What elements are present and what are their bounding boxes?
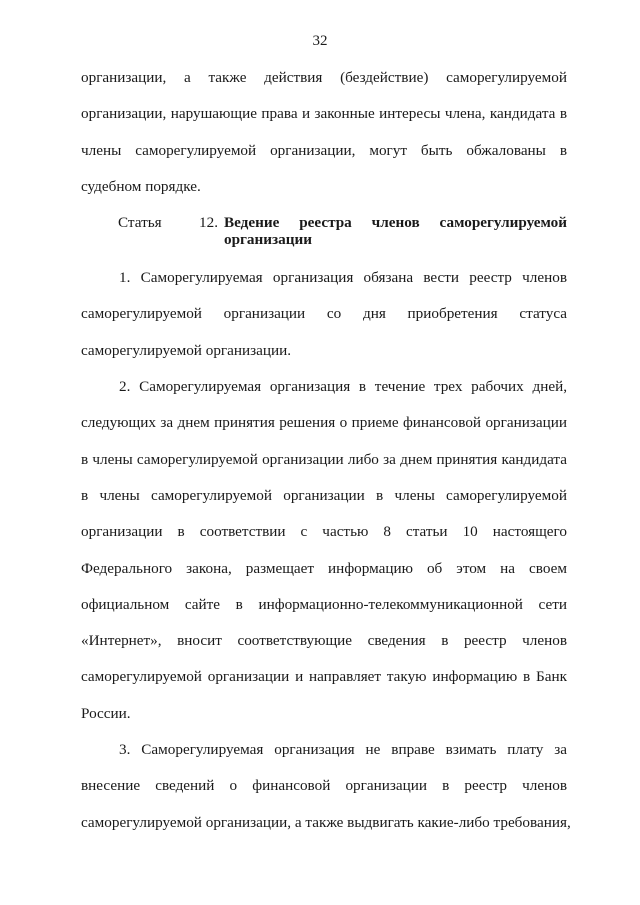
text-line: внесение сведений о финансовой организации в реестр членов — [81, 777, 567, 795]
text-line: «Интернет», вносит соответствующие сведения в реестр членов — [81, 632, 567, 650]
article-title-line: организации — [224, 231, 312, 249]
text-line: члены саморегулируемой организации, могут быть обжалованы в — [81, 141, 567, 159]
page-number: 32 — [312, 33, 328, 49]
article-heading — [81, 206, 567, 260]
article-title-line: Ведение реестра членов саморегулируемой — [224, 214, 567, 232]
text-line: в члены саморегулируемой организации либо за днем принятия кандидата — [81, 450, 567, 468]
text-line: саморегулируемой организации со дня приобретения статуса — [81, 305, 567, 323]
text-line: Федерального закона, размещает информацию об этом на своем — [81, 559, 567, 577]
text-line: организации, а также действия (бездействие) саморегулируемой — [81, 69, 567, 86]
document-body — [81, 60, 571, 841]
text-line: следующих за днем принятия решения о приеме финансовой организации — [81, 414, 567, 432]
text-line: официальном сайте в информационно-телекоммуникационной сети — [81, 595, 567, 613]
text-line: организации, нарушающие права и законные интересы члена, кандидата в — [81, 105, 567, 123]
text-line: 1. Саморегулируемая организация обязана вести реестр членов — [119, 269, 567, 287]
text-line: саморегулируемой организации, а также выдвигать какие-либо требования, — [81, 813, 571, 831]
text-line: судебном порядке. — [81, 177, 201, 195]
text-line: 2. Саморегулируемая организация в течение трех рабочих дней, — [119, 378, 567, 396]
article-label-number: 12. — [199, 214, 218, 232]
article-label-word: Статья — [118, 214, 162, 232]
text-line: саморегулируемой организации. — [81, 341, 292, 359]
article-label — [118, 214, 218, 231]
text-line: организации в соответствии с частью 8 статьи 10 настоящего — [81, 523, 567, 541]
paragraph-1 — [81, 260, 567, 369]
paragraph-3 — [81, 732, 571, 841]
paragraph-2 — [81, 369, 567, 732]
text-line: России. — [81, 704, 131, 722]
paragraph-intro — [81, 60, 567, 205]
article-title — [224, 214, 567, 248]
text-line: 3. Саморегулируемая организация не вправе взимать плату за — [119, 741, 567, 759]
text-line: саморегулируемой организации и направляет такую информацию в Банк — [81, 668, 567, 686]
text-line: в члены саморегулируемой организации в члены саморегулируемой — [81, 486, 567, 504]
